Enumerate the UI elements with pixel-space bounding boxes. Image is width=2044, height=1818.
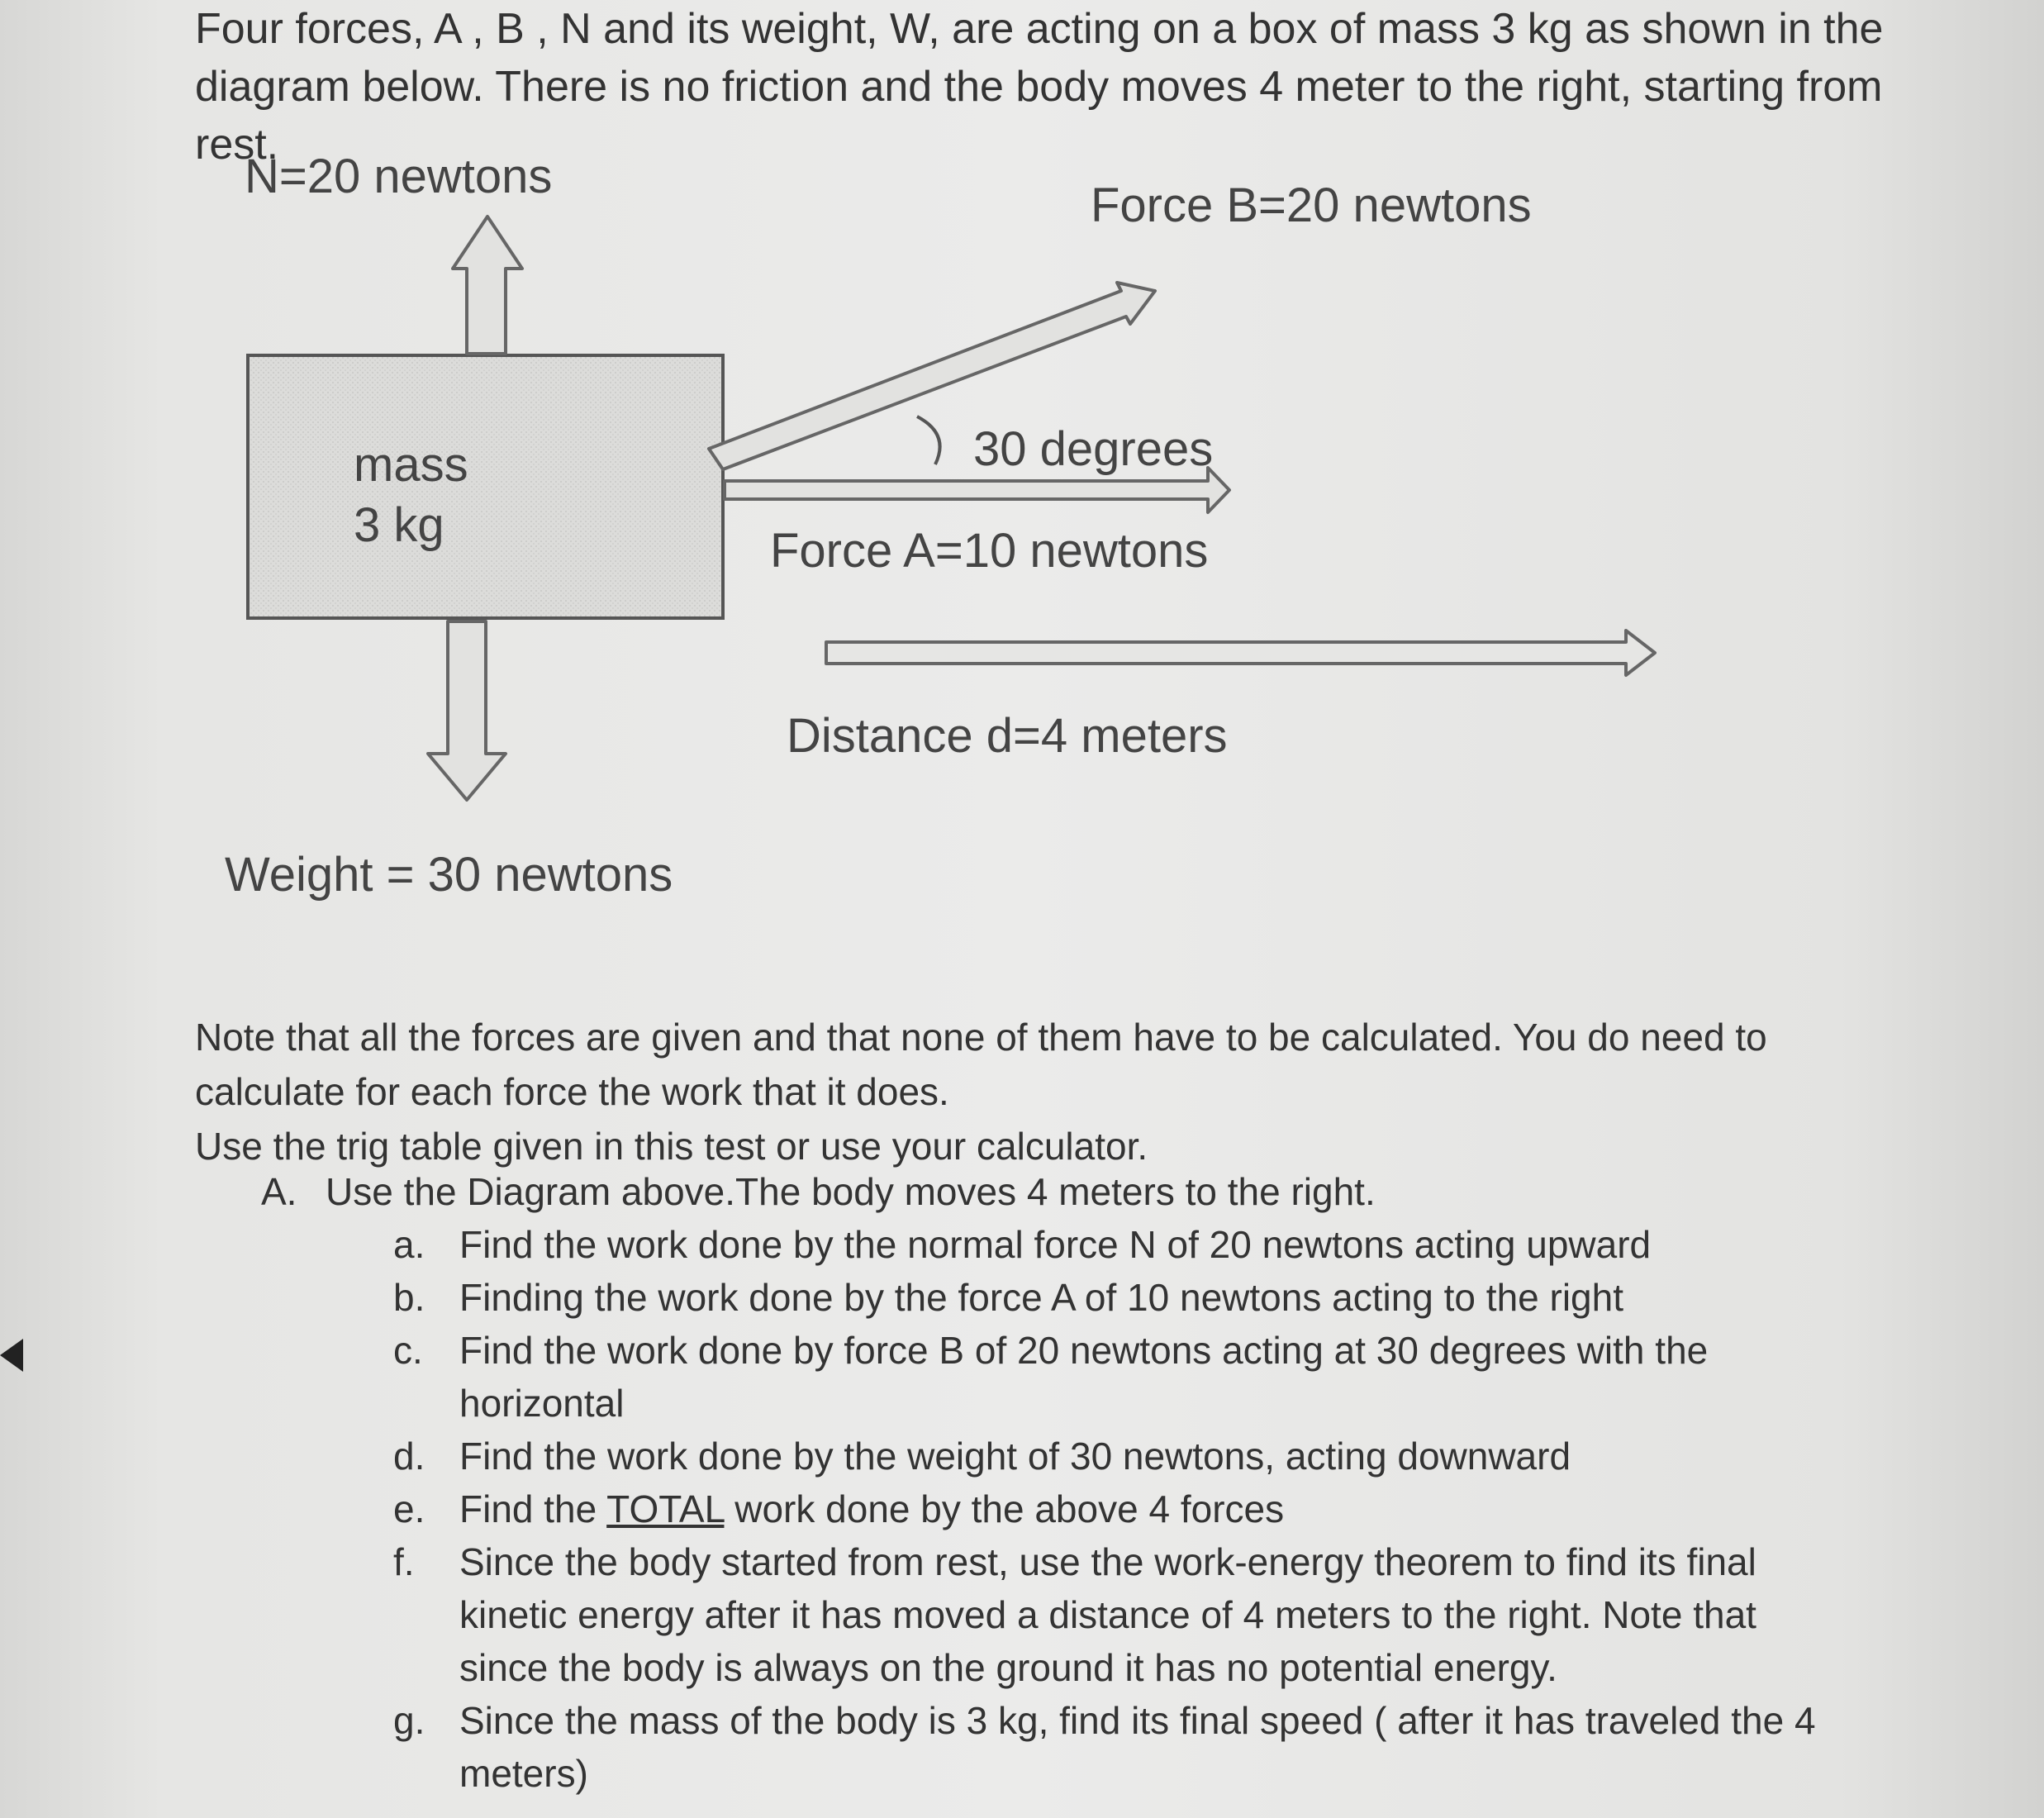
section-text: Use the Diagram above.The body moves 4 meters to the right. bbox=[326, 1170, 1376, 1213]
weight-label: Weight = 30 newtons bbox=[225, 848, 673, 902]
question-marker: f. bbox=[393, 1540, 415, 1583]
normal-force-label: N=20 newtons bbox=[245, 150, 553, 203]
question-marker: a. bbox=[393, 1223, 425, 1266]
note-line-3: Use the trig table given in this test or use your calculator. bbox=[195, 1125, 1148, 1168]
mass-label: mass bbox=[354, 438, 468, 492]
question-marker: c. bbox=[393, 1329, 423, 1372]
question-a bbox=[393, 1218, 1831, 1271]
question-text: Since the body started from rest, use the work-energy theorem to find its final kinetic energy after it has moved a distance of 4 meters to the right. Note that since the body is always on the ground it has no potential energy. bbox=[459, 1540, 1756, 1689]
distance-label: Distance d=4 meters bbox=[787, 709, 1228, 763]
mass-box bbox=[248, 355, 723, 618]
question-text bbox=[459, 1482, 1831, 1535]
question-text: Find the work done by force B of 20 newtons acting at 30 degrees with the horizontal bbox=[459, 1329, 1709, 1425]
question-g bbox=[393, 1694, 1831, 1800]
question-marker: g. bbox=[393, 1699, 425, 1742]
question-f bbox=[393, 1535, 1831, 1694]
note-line-1: Note that all the forces are given and that none of them have to be calculated. You do need to bbox=[195, 1016, 1767, 1059]
question-text-post: work done by the above 4 forces bbox=[724, 1487, 1285, 1530]
note-line-2: calculate for each force the work that it does. bbox=[195, 1070, 949, 1113]
mouse-pointer-icon bbox=[0, 1339, 23, 1372]
force-b-label: Force B=20 newtons bbox=[1091, 178, 1532, 232]
section-marker: A. bbox=[261, 1170, 297, 1213]
question-text: Finding the work done by the force A of 10 newtons acting to the right bbox=[459, 1276, 1623, 1319]
angle-label: 30 degrees bbox=[973, 422, 1214, 476]
distance-arrow bbox=[826, 631, 1655, 675]
instructions bbox=[195, 1010, 1913, 1173]
question-marker: d. bbox=[393, 1435, 425, 1478]
intro-line-1: Four forces, A , B , N and its weight, W, are acting on a box of mass 3 kg as shown in the bbox=[195, 5, 1884, 53]
question-text-pre: Find the bbox=[459, 1487, 607, 1530]
force-a-label: Force A=10 newtons bbox=[770, 524, 1209, 578]
question-text: Find the work done by the weight of 30 newtons, acting downward bbox=[459, 1435, 1571, 1478]
question-list bbox=[393, 1218, 1831, 1800]
section-a bbox=[261, 1165, 1913, 1795]
question-marker: b. bbox=[393, 1276, 425, 1319]
mass-value: 3 kg bbox=[354, 498, 444, 552]
normal-force-arrow bbox=[453, 217, 522, 354]
angle-arc bbox=[917, 416, 940, 464]
total-emphasis: TOTAL bbox=[606, 1487, 725, 1530]
intro-line-2: diagram below. There is no friction and the body moves 4 meter to the right, starting from rest. bbox=[195, 63, 1883, 169]
weight-arrow bbox=[428, 621, 506, 800]
question-b bbox=[393, 1271, 1831, 1324]
question-text: Since the mass of the body is 3 kg, find its final speed ( after it has traveled the 4 meters) bbox=[459, 1699, 1816, 1795]
question-text: Find the work done by the normal force N of 20 newtons acting upward bbox=[459, 1223, 1652, 1266]
question-marker: e. bbox=[393, 1487, 425, 1530]
question-c bbox=[393, 1324, 1831, 1430]
question-d bbox=[393, 1430, 1831, 1482]
question-e bbox=[393, 1482, 1831, 1535]
section-a-heading bbox=[261, 1165, 1913, 1218]
